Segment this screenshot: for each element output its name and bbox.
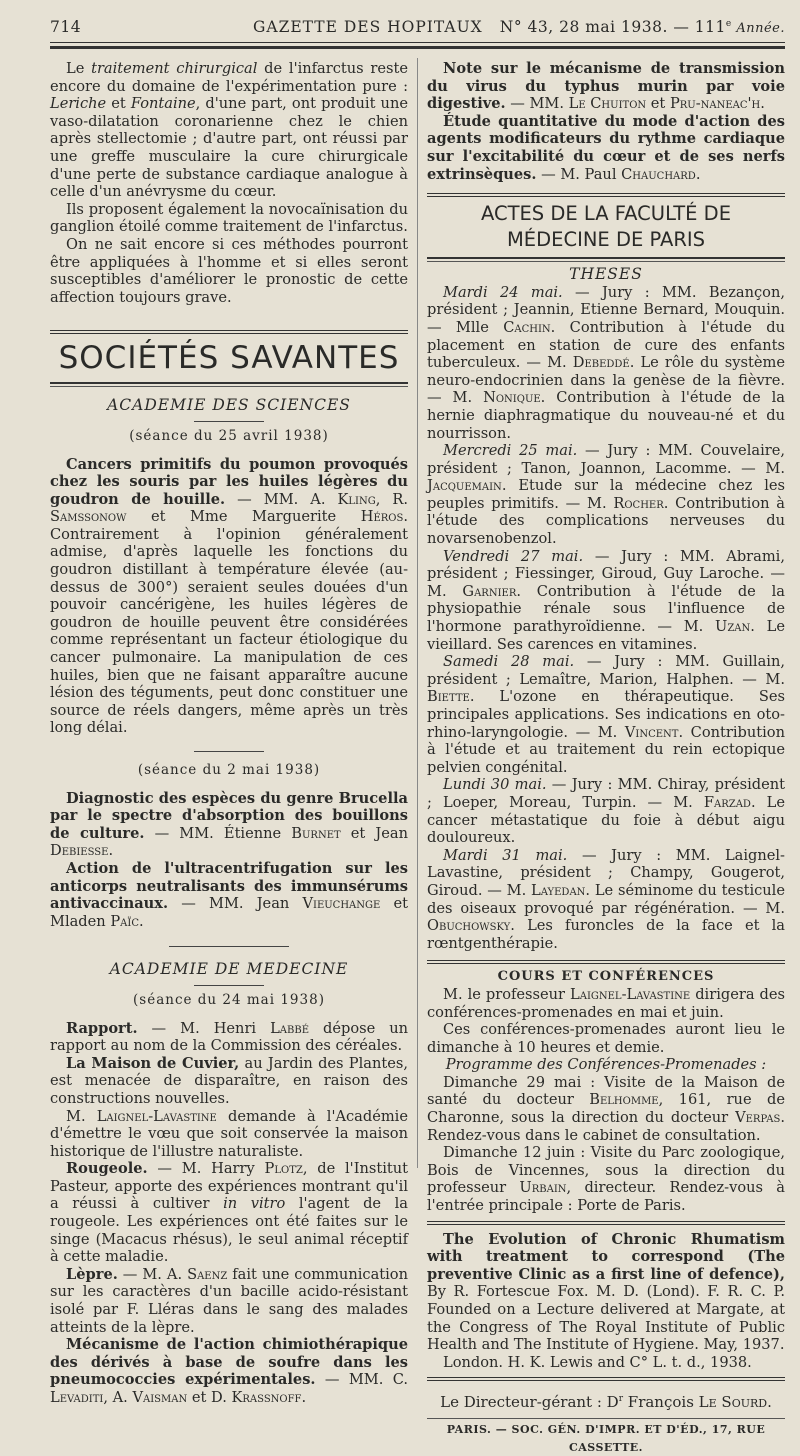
thesis-entry: Samedi 28 mai. — Jury : MM. Guillain, président ; Lemaître, Marion, Halphen. — M. Biette. L'ozone en thérapeutique. Ses principales applications. Ses indications en oto-rhino-laryngologie. — M. Vincent. Contribution à l'étude et au traitement du rein ectopique pelvien congénital. <box>427 653 785 776</box>
page-header <box>50 18 785 42</box>
issue-info: N° 43, 28 mai 1938. — 111e Année. <box>499 18 785 36</box>
academie-medecine-title: ACADEMIE DE MEDECINE <box>109 960 349 979</box>
section-title-societes: SOCIÉTÉS SAVANTES <box>58 340 400 377</box>
article-paragraph: Cancers primitifs du poumon provoqués chez les souris par les huiles légères du goudron de houille. — MM. A. Kling, R. Samssonow et Mme Marguerite Héros. Contrairement à l'opinion généralement admise, d'après laquelle les fonctions du goudron distillant à température élevée (au-dessus de 300°) seraient seules douées d'un pouvoir cancérigène, les huiles légères de goudron de houille peuvent être considérées comme représentant un facteur étiologique du cancer pulmonaire. La manipulation de ces huiles, bien que ne faisant apparaître aucune lésion des téguments, peut donc constituer une source de réels dangers, même après un très long délai. <box>50 455 408 737</box>
thesis-entry: Lundi 30 mai. — Jury : MM. Chiray, président ; Loeper, Moreau, Turpin. — M. Farzad. Le cancer métastatique du foie à début aigu douloureux. <box>427 776 785 847</box>
journal-title: GAZETTE DES HOPITAUX <box>253 18 483 36</box>
programme-title: Programme des Conférences-Promenades : <box>445 1056 767 1074</box>
book-notice: The Evolution of Chronic Rhumatism with treatment to correspond (The preventive Clinic as a first line of defence), By R. Fortescue Fox. M. D. (Lond). F. R. C. P. Founded on a Lecture delivered at Margate, at the Congress of The Royal Institute of Public Health and The Institute of Hygiene. May, 1937. <box>427 1230 785 1354</box>
divider <box>194 985 264 986</box>
divider <box>169 946 289 947</box>
page-number: 714 <box>50 18 82 36</box>
right-column <box>427 60 785 1456</box>
article-paragraph: Mécanisme de l'action chimiothérapique des dérivés à base de soufre dans les pneumococcies expérimentales. — MM. C. Levaditi, A. Vaisman et D. Krassnoff. <box>50 1336 408 1406</box>
seance-date: (séance du 24 mai 1938) <box>133 991 325 1008</box>
article-paragraph: Ces conférences-promenades auront lieu le dimanche à 10 heures et demie. <box>427 1021 785 1056</box>
academie-sciences-title: ACADEMIE DES SCIENCES <box>107 396 351 415</box>
footer-rule <box>427 1418 785 1419</box>
left-column <box>50 60 408 1407</box>
header-rule <box>50 42 785 43</box>
section-title-actes: ACTES DE LA FACULTÉ DE MÉDECINE DE PARIS <box>480 202 732 252</box>
printer-line: PARIS. — SOC. GÉN. D'IMPR. ET D'ÉD., 17, RUE CASSETTE. <box>446 1422 766 1454</box>
section-rule <box>50 330 408 334</box>
article-paragraph: Rapport. — M. Henri Labbé dépose un rapport au nom de la Commission des céréales. <box>50 1019 409 1055</box>
section-rule <box>427 261 785 262</box>
article-paragraph: Étude quantitative du mode d'action des agents modificateurs du rythme cardiaque sur l'excitabilité du cœur et de ses nerfs extrinsèques. — M. Paul Chauchard. <box>427 112 785 183</box>
director-line: Le Directeur-gérant : $D^r$ François Le Sourd. <box>440 1393 772 1412</box>
seance-date: (séance du 25 avril 1938) <box>129 427 329 444</box>
divider <box>194 751 264 752</box>
article-paragraph: M. Laignel-Lavastine demande à l'Académie d'émettre le vœu que soit conservée la maison historique de l'illustre naturaliste. <box>50 1107 408 1160</box>
theses-title: THESES <box>569 265 643 284</box>
thesis-entry: Mardi 24 mai. — Jury : MM. Bezançon, président ; Jeannin, Etienne Bernard, Mouquin. — Mlle Cachin. Contribution à l'étude du placement en station de cure des enfants tuberculeux. — M. Debeddé. Le rôle du système neuro-endocrinien dans la genèse de la fièvre. — M. Nonique. Contribution à l'étude de la hernie diaphragmatique du nouveau-né et du nourrisson. <box>427 283 785 442</box>
section-rule <box>50 382 408 384</box>
section-rule <box>427 193 785 197</box>
article-paragraph: La Maison de Cuvier, au Jardin des Plantes, est menacée de disparaître, en raison des constructions nouvelles. <box>50 1054 409 1107</box>
article-paragraph: Rougeole. — M. Harry Plotz, de l'Institut Pasteur, apporte des expériences montrant qu'il a réussi à cultiver in vitro l'agent de la rougeole. Les expériences ont été faites sur le singe (Macacus rhésus), le seul animal réceptif à cette maladie. <box>50 1160 409 1266</box>
article-paragraph: Diagnostic des espèces du genre Brucella par le spectre d'absorption des bouillons de culture. — MM. Étienne Burnet et Jean Debiesse. <box>50 789 408 860</box>
article-paragraph: Lèpre. — M. A. Saenz fait une communication sur les caractères d'un bacille acido-résistant isolé par F. Lléras dans le sang des malades atteints de la lèpre. <box>50 1265 408 1336</box>
book-publisher: London. H. K. Lewis and C° L. t. d., 1938. <box>443 1353 752 1371</box>
theses-list <box>427 284 785 953</box>
section-rule <box>427 257 785 259</box>
cours-title: COURS ET CONFÉRENCES <box>497 969 715 985</box>
article-paragraph: Note sur le mécanisme de transmission du virus du typhus murin par voie digestive. — MM. Le Chuiton et Pru-naneac'h. <box>427 60 785 113</box>
column-divider <box>417 58 418 1168</box>
article-paragraph: Dimanche 12 juin : Visite du Parc zoologique, Bois de Vincennes, sous la direction du professeur Urbain, directeur. Rendez-vous à l'entrée principale : Porte de Paris. <box>427 1144 785 1215</box>
intro-paragraph: On ne sait encore si ces méthodes pourront être appliquées à l'homme et si elles seront susceptibles d'améliorer le pronostic de cette affection toujours grave. <box>50 235 408 306</box>
article-paragraph: Action de l'ultracentrifugation sur les anticorps neutralisants des immunsérums antivaccinaux. — MM. Jean Vieuchange et Mladen Païc. <box>50 859 409 930</box>
header-rule-thick <box>50 46 785 49</box>
section-rule <box>427 960 785 964</box>
thesis-entry: Mardi 31 mai. — Jury : MM. Laignel-Lavastine, président ; Champy, Gougerot, Giroud. — M. Layedan. Le séminome du testicule des oiseaux provoqué par régénération. — M. Obuchowsky. Les furoncles de la face et la rœntgenthérapie. <box>427 846 785 952</box>
thesis-entry: Mercredi 25 mai. — Jury : MM. Couvelaire, président ; Tanon, Joannon, Lacomme. — M. Jacquemain. Etude sur la médecine chez les peuples primitifs. — M. Rocher. Contribution à l'étude des complications nerveuses du novarsenobenzol. <box>427 442 785 548</box>
intro-paragraph: Ils proposent également la novocaïnisation du ganglion étoilé comme traitement de l'infarctus. <box>50 200 408 236</box>
thesis-entry: Vendredi 27 mai. — Jury : MM. Abrami, président ; Fiessinger, Giroud, Guy Laroche. — M. Garnier. Contribution à l'étude de la physiopathie rénale sous l'influence de l'hormone parathyroïdienne. — M. Uzan. Le vieillard. Ses carences en vitamines. <box>427 547 785 653</box>
divider <box>194 421 264 422</box>
seance-date: (séance du 2 mai 1938) <box>137 762 321 778</box>
article-paragraph: Dimanche 29 mai : Visite de la Maison de santé du docteur Belhomme, 161, rue de Charonne, sous la direction du docteur Verpas. Rendez-vous dans le cabinet de consultation. <box>427 1073 785 1144</box>
intro-paragraph: Le traitement chirurgical de l'infarctus reste encore du domaine de l'expérimentation pure : Leriche et Fontaine, d'une part, ont produit une vaso-dilatation coronarienne chez le chien après stellectomie ; d'autre part, ont réussi par une greffe musculaire la cure chirurgicale d'une perte de substance cardiaque analogue à celle d'un anévrysme du cœur. <box>50 60 408 201</box>
article-paragraph: M. le professeur Laignel-Lavastine dirigera des conférences-promenades en mai et juin. <box>427 985 785 1021</box>
